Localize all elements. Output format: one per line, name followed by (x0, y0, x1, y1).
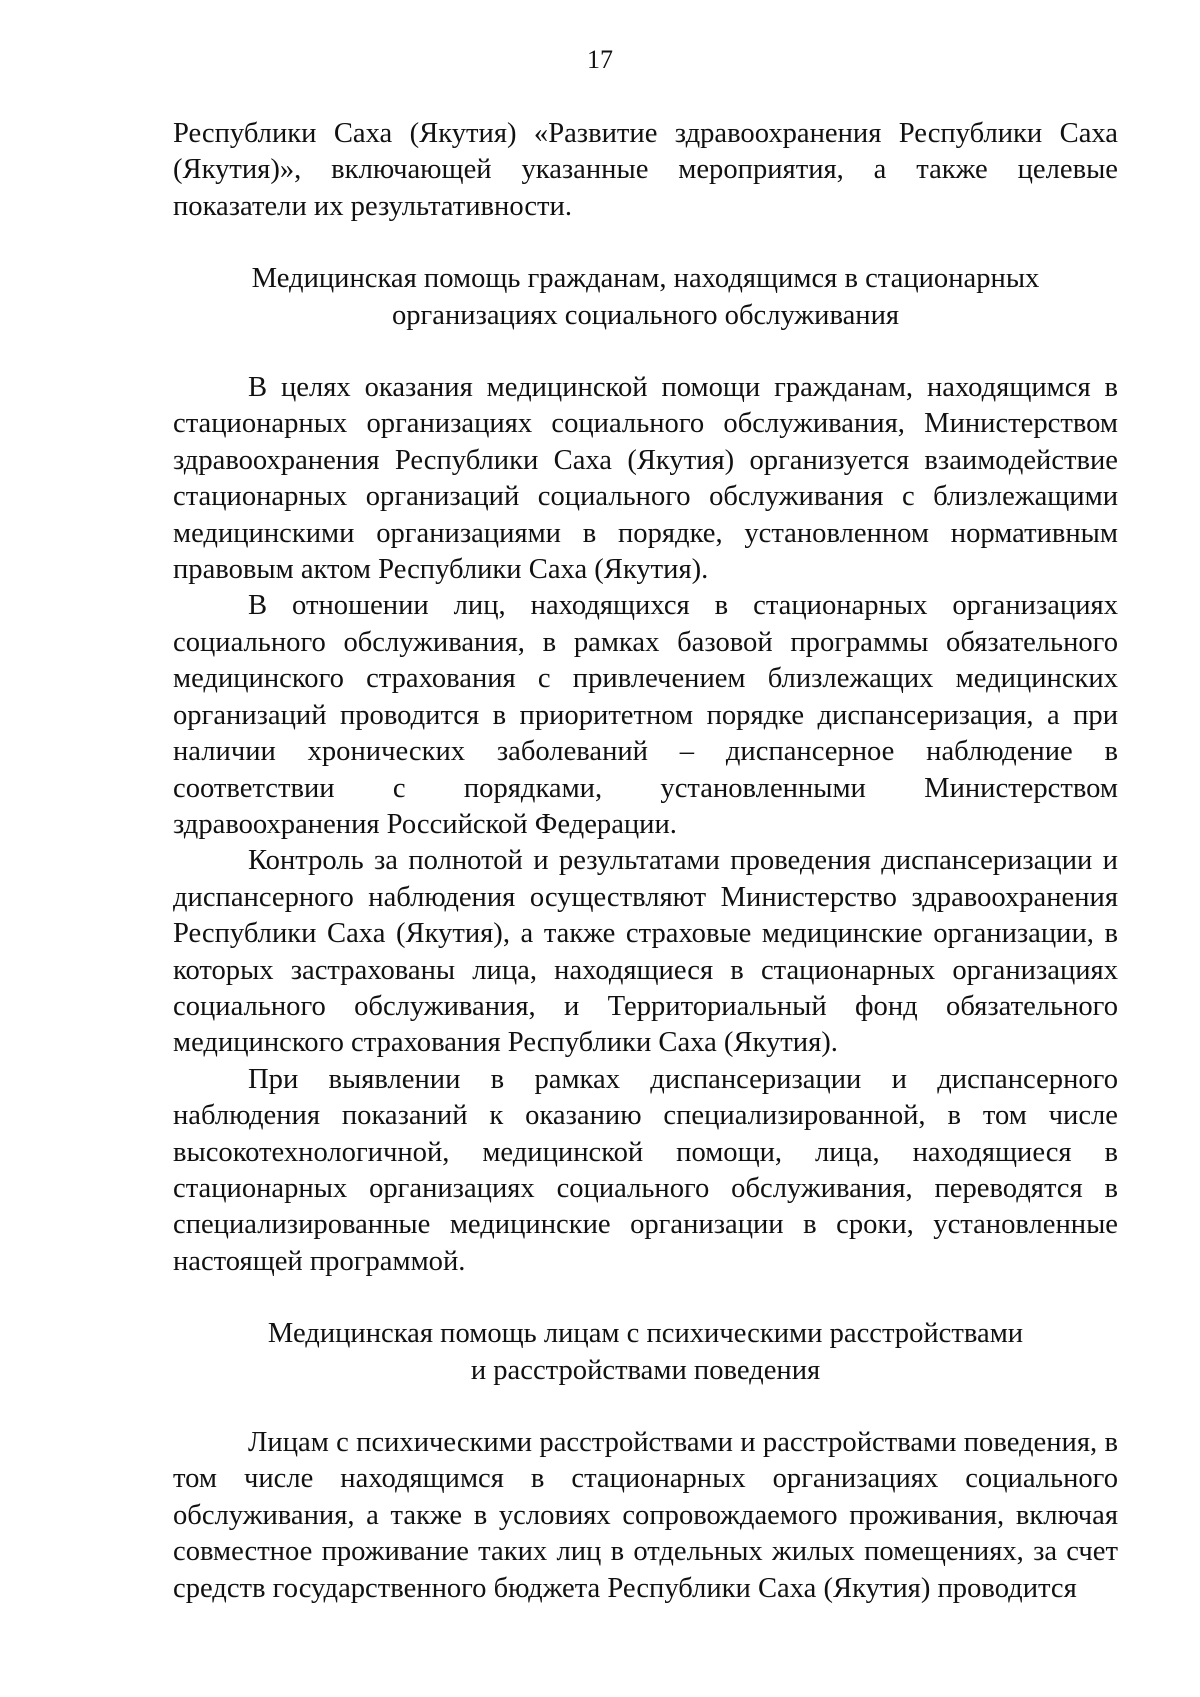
paragraph-interaction: В целях оказания медицинской помощи гражданам, находящимся в стационарных организациях социального обслуживания, Министерством здравоохранения Республики Саха (Якутия) организуется взаимодействие стационарных организаций социального обслуживания с близлежащими медицинскими организациями в порядке, установленном нормативным правовым актом Республики Саха (Якутия). (173, 372, 1118, 586)
heading-line: Медицинская помощь лицам с психическими расстройствами (267, 1318, 1024, 1350)
heading-line: и расстройствами поведения (470, 1354, 821, 1386)
paragraph-transfer: При выявлении в рамках диспансеризации и диспансерного наблюдения показаний к оказанию специализированной, в том числе высокотехнологичной, медицинской помощи, лица, находящиеся в стационарных организациях социального обслуживания, переводятся в специализированные медицинские организации в сроки, установленные настоящей программой. (173, 1063, 1118, 1277)
document-body (173, 116, 1118, 1607)
page-number: 17 (587, 45, 613, 74)
section-heading-social-care (173, 261, 1118, 334)
heading-line: организациях социального обслуживания (391, 299, 900, 331)
paragraph-mental-care: Лицам с психическими расстройствами и расстройствами поведения, в том числе находящимся в стационарных организациях социального обслуживания, а также в условиях сопровождаемого проживания, включая совместное проживание таких лиц в отдельных жилых помещениях, за счет средств государственного бюджета Республики Саха (Якутия) проводится (173, 1427, 1118, 1604)
intro-paragraph: Республики Саха (Якутия) «Развитие здравоохранения Республики Саха (Якутия)», включающей указанные мероприятия, а также целевые показатели их результативности. (173, 118, 1118, 222)
heading-line: Медицинская помощь гражданам, находящимся в стационарных (251, 263, 1040, 295)
paragraph-control: Контроль за полнотой и результатами проведения диспансеризации и диспансерного наблюдения осуществляют Министерство здравоохранения Республики Саха (Якутия), а также страховые медицинские организации, в которых застрахованы лица, находящиеся в стационарных организациях социального обслуживания, и Территориальный фонд обязательного медицинского страхования Республики Саха (Якутия). (173, 845, 1118, 1059)
paragraph-dispensary: В отношении лиц, находящихся в стационарных организациях социального обслуживания, в рамках базовой программы обязательного медицинского страхования с привлечением близлежащих медицинских организаций проводится в приоритетном порядке диспансеризация, а при наличии хронических заболеваний – диспансерное наблюдение в соответствии с порядками, установленными Министерством здравоохранения Российской Федерации. (173, 590, 1118, 840)
section-heading-mental-disorders (173, 1316, 1118, 1389)
